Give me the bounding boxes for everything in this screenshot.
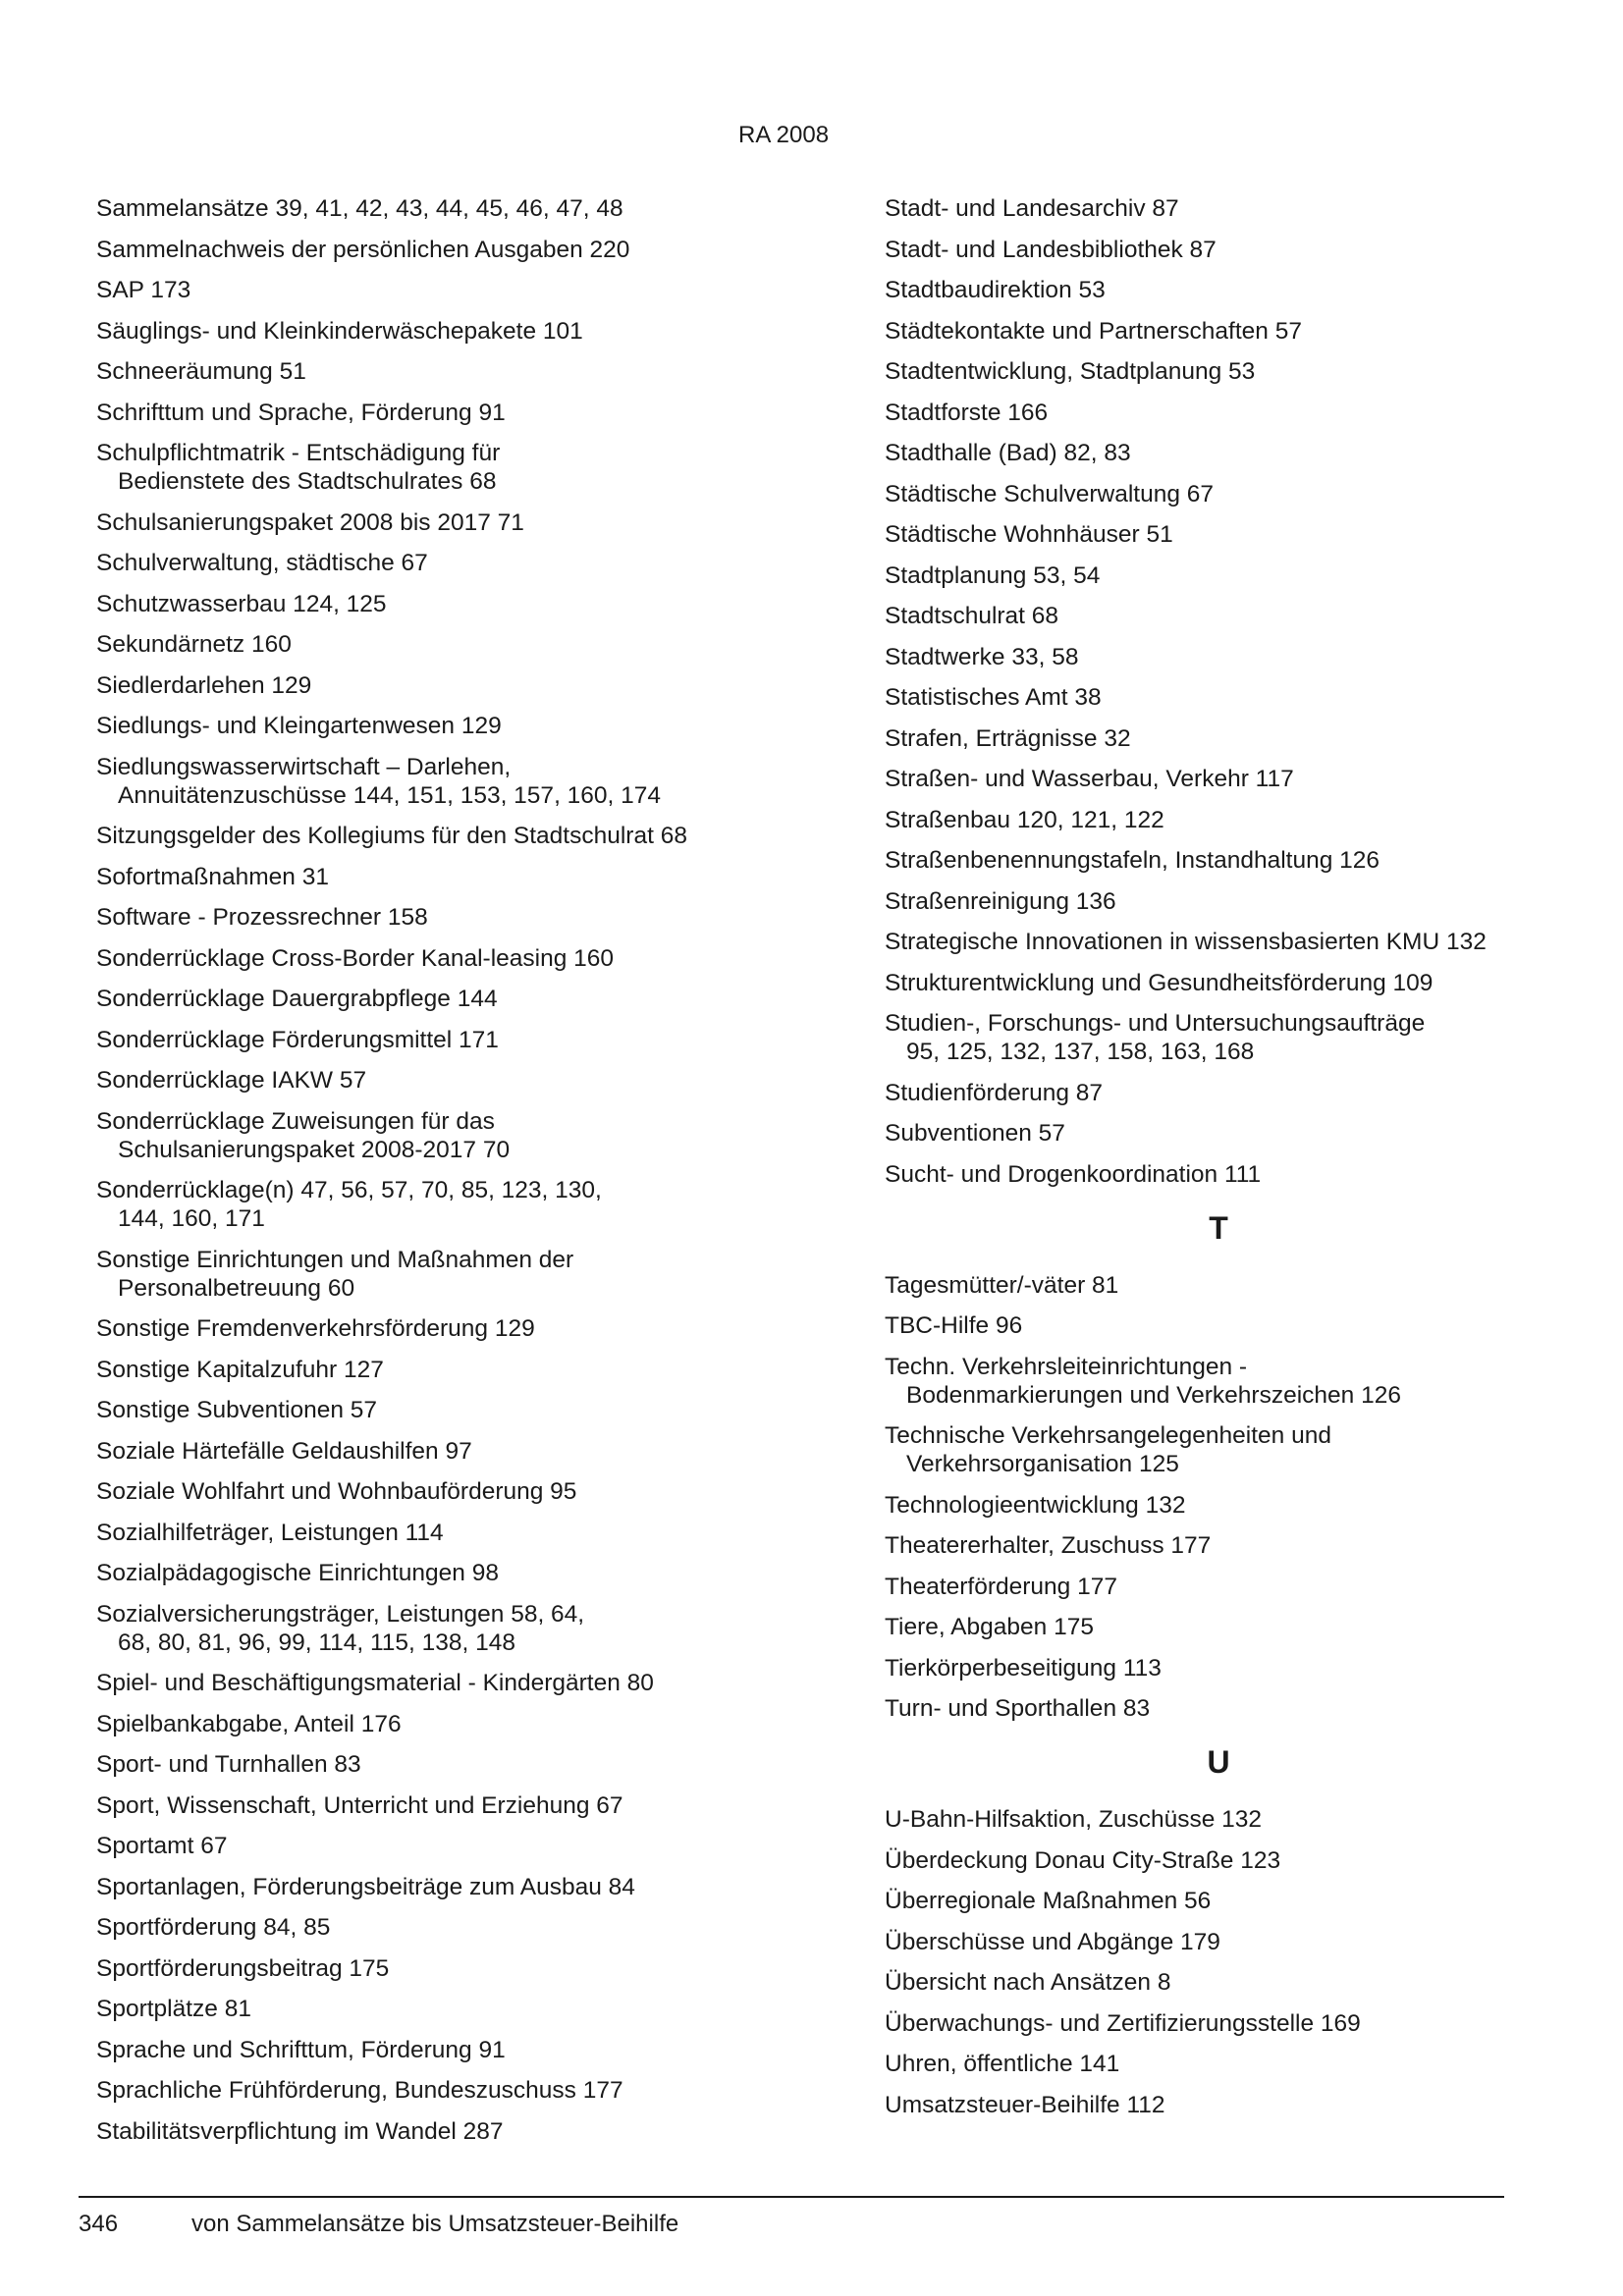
index-entry bbox=[885, 1311, 1552, 1340]
index-entry bbox=[885, 1887, 1552, 1915]
index-entry bbox=[96, 276, 823, 304]
index-entry bbox=[885, 2050, 1552, 2078]
index-entry bbox=[96, 590, 823, 618]
index-entry bbox=[96, 1750, 823, 1779]
index-entry bbox=[96, 1314, 823, 1343]
index-entry-text: Schulverwaltung, städtische 67 bbox=[96, 550, 428, 576]
index-entry-text: Spielbankabgabe, Anteil 176 bbox=[96, 1710, 402, 1737]
index-entry-text: Sport, Wissenschaft, Unterricht und Erziehung 67 bbox=[96, 1791, 623, 1819]
index-column-left bbox=[96, 194, 823, 2158]
index-entry-text: Siedlungs- und Kleingartenwesen 129 bbox=[96, 713, 502, 739]
index-entry bbox=[96, 1519, 823, 1547]
index-entry bbox=[96, 1873, 823, 1901]
index-entry-text: Umsatzsteuer-Beihilfe 112 bbox=[885, 2091, 1165, 2118]
index-entry-text: Theaterförderung 177 bbox=[885, 1573, 1117, 1600]
index-entry-text: Stadt- und Landesarchiv 87 bbox=[885, 195, 1179, 222]
index-entry bbox=[885, 2091, 1552, 2119]
index-entry bbox=[885, 1654, 1552, 1682]
index-entry-text: Sportplätze 81 bbox=[96, 1996, 251, 2022]
index-entry-text: Sportförderungsbeitrag 175 bbox=[96, 1954, 390, 1982]
index-entry-text: Sprachliche Frühförderung, Bundeszuschuss 177 bbox=[96, 2077, 623, 2104]
index-entry-text: Sammelnachweis der persönlichen Ausgaben 220 bbox=[96, 236, 630, 263]
index-entry bbox=[885, 724, 1552, 753]
index-entry bbox=[96, 1791, 823, 1820]
index-entry bbox=[885, 1353, 1552, 1410]
index-entry-text: Sonderrücklage(n) 47, 56, 57, 70, 85, 123, 130, bbox=[96, 1177, 602, 1203]
index-entry bbox=[885, 1531, 1552, 1560]
index-entry bbox=[885, 1694, 1552, 1723]
index-entry-text: Sozialversicherungsträger, Leistungen 58, 64, bbox=[96, 1600, 585, 1628]
index-entry bbox=[885, 643, 1552, 671]
index-entry bbox=[885, 194, 1552, 223]
index-entry-text: Sofortmaßnahmen 31 bbox=[96, 863, 329, 890]
index-entry bbox=[885, 887, 1552, 916]
index-entry-text: Stadtplanung 53, 54 bbox=[885, 561, 1101, 589]
index-entry-text: Stadthalle (Bad) 82, 83 bbox=[885, 440, 1131, 466]
index-entry-text: SAP 173 bbox=[96, 277, 191, 303]
index-entry-text: Schrifttum und Sprache, Förderung 91 bbox=[96, 399, 506, 426]
index-entry-text: Säuglings- und Kleinkinderwäschepakete 101 bbox=[96, 317, 583, 345]
index-entry-continuation: Bodenmarkierungen und Verkehrszeichen 126 bbox=[906, 1381, 1401, 1409]
index-entry bbox=[885, 399, 1552, 427]
index-entry-text: U-Bahn-Hilfsaktion, Zuschüsse 132 bbox=[885, 1806, 1263, 1833]
index-entry-text: Stadtschulrat 68 bbox=[885, 603, 1059, 629]
index-entry bbox=[96, 236, 823, 264]
index-entry bbox=[885, 969, 1552, 997]
index-entry-text: Siedlungswasserwirtschaft – Darlehen, bbox=[96, 753, 512, 780]
running-head: RA 2008 bbox=[738, 122, 830, 148]
index-entry bbox=[885, 846, 1552, 875]
index-entry bbox=[96, 1107, 823, 1164]
index-entry bbox=[96, 944, 823, 973]
index-entry-text: Stadt- und Landesbibliothek 87 bbox=[885, 236, 1217, 263]
index-column-right bbox=[885, 194, 1552, 2131]
index-entry-text: Straßenbenennungstafeln, Instandhaltung 126 bbox=[885, 847, 1380, 874]
index-entry-text: Sonstige Einrichtungen und Maßnahmen der bbox=[96, 1246, 574, 1273]
index-entry bbox=[96, 194, 823, 223]
index-entry bbox=[96, 1669, 823, 1697]
index-entry-text: Überdeckung Donau City-Straße 123 bbox=[885, 1846, 1281, 1874]
index-entry bbox=[96, 822, 823, 850]
index-entry-continuation: Personalbetreuung 60 bbox=[118, 1274, 355, 1302]
index-entry-text: Sonderrücklage Förderungsmittel 171 bbox=[96, 1026, 499, 1053]
index-entry bbox=[96, 753, 823, 810]
index-entry-text: Strukturentwicklung und Gesundheitsförderung 109 bbox=[885, 969, 1434, 996]
index-entry bbox=[96, 2076, 823, 2105]
index-entry-text: Sonstige Kapitalzufuhr 127 bbox=[96, 1356, 384, 1383]
index-entry bbox=[96, 2036, 823, 2064]
index-entry bbox=[96, 549, 823, 577]
index-entry-text: Sprache und Schrifttum, Förderung 91 bbox=[96, 2036, 506, 2063]
index-entry-text: Straßen- und Wasserbau, Verkehr 117 bbox=[885, 766, 1294, 792]
index-entry bbox=[885, 2009, 1552, 2038]
index-entry-text: Sammelansätze 39, 41, 42, 43, 44, 45, 46, 47, 48 bbox=[96, 195, 623, 222]
index-entry bbox=[885, 236, 1552, 264]
index-entry bbox=[885, 683, 1552, 712]
letter-heading: T bbox=[1209, 1209, 1228, 1246]
index-entry-continuation: Schulsanierungspaket 2008-2017 70 bbox=[118, 1136, 511, 1163]
index-entry-text: Soziale Wohlfahrt und Wohnbauförderung 95 bbox=[96, 1478, 577, 1505]
index-entry-text: Schneeräumung 51 bbox=[96, 358, 306, 385]
footer-rule bbox=[79, 2196, 1504, 2198]
index-entry-text: Subventionen 57 bbox=[885, 1120, 1065, 1147]
index-entry-text: Stadtbaudirektion 53 bbox=[885, 277, 1106, 303]
index-entry bbox=[885, 602, 1552, 630]
index-entry-text: TBC-Hilfe 96 bbox=[885, 1312, 1023, 1339]
index-entry-text: Sonstige Subventionen 57 bbox=[96, 1397, 378, 1423]
index-entry-text: Städtische Wohnhäuser 51 bbox=[885, 521, 1173, 548]
index-entry bbox=[96, 439, 823, 496]
index-entry-continuation: 144, 160, 171 bbox=[118, 1205, 265, 1232]
index-entry-text: Überwachungs- und Zertifizierungsstelle 169 bbox=[885, 2009, 1361, 2037]
index-entry-text: Schutzwasserbau 124, 125 bbox=[96, 590, 387, 617]
index-entry-text: Theatererhalter, Zuschuss 177 bbox=[885, 1532, 1212, 1559]
index-entry-text: Studien-, Forschungs- und Untersuchungsaufträge bbox=[885, 1010, 1426, 1037]
index-entry bbox=[885, 1119, 1552, 1148]
index-entry bbox=[96, 1600, 823, 1657]
index-entry-text: Sport- und Turnhallen 83 bbox=[96, 1751, 361, 1778]
index-entry bbox=[96, 1396, 823, 1424]
index-entry-text: Stabilitätsverpflichtung im Wandel 287 bbox=[96, 2117, 504, 2145]
index-entry-continuation: 68, 80, 81, 96, 99, 114, 115, 138, 148 bbox=[118, 1629, 516, 1656]
index-entry-text: Tagesmütter/-väter 81 bbox=[885, 1271, 1119, 1299]
index-entry-text: Sonderrücklage Zuweisungen für das bbox=[96, 1107, 495, 1135]
index-entry-text: Siedlerdarlehen 129 bbox=[96, 671, 312, 699]
index-entry bbox=[96, 1066, 823, 1095]
index-entry bbox=[96, 508, 823, 537]
index-entry-text: Überregionale Maßnahmen 56 bbox=[885, 1888, 1212, 1914]
index-entry bbox=[96, 1995, 823, 2023]
index-entry-text: Techn. Verkehrsleiteinrichtungen - bbox=[885, 1353, 1248, 1380]
index-entry bbox=[96, 399, 823, 427]
index-entry bbox=[96, 630, 823, 659]
index-entry bbox=[885, 317, 1552, 346]
index-entry bbox=[885, 1491, 1552, 1520]
index-entry bbox=[885, 1009, 1552, 1066]
index-entry-text: Turn- und Sporthallen 83 bbox=[885, 1695, 1151, 1722]
index-entry bbox=[885, 1079, 1552, 1107]
index-entry-text: Tiere, Abgaben 175 bbox=[885, 1614, 1094, 1640]
index-entry bbox=[96, 357, 823, 386]
index-entry bbox=[96, 1710, 823, 1738]
index-entry bbox=[885, 1613, 1552, 1641]
index-entry-text: Sitzungsgelder des Kollegiums für den Stadtschulrat 68 bbox=[96, 823, 687, 849]
index-entry bbox=[96, 1176, 823, 1233]
index-entry bbox=[885, 928, 1552, 956]
index-entry-text: Technologieentwicklung 132 bbox=[885, 1491, 1186, 1519]
index-entry-continuation: Verkehrsorganisation 125 bbox=[906, 1451, 1179, 1477]
index-entry bbox=[96, 1913, 823, 1942]
index-entry-text: Uhren, öffentliche 141 bbox=[885, 2051, 1120, 2077]
index-entry-text: Sportanlagen, Förderungsbeiträge zum Ausbau 84 bbox=[96, 1873, 635, 1900]
index-entry-text: Sonderrücklage Cross-Border Kanal-leasing 160 bbox=[96, 944, 615, 972]
index-entry-text: Sekundärnetz 160 bbox=[96, 631, 292, 658]
index-entry bbox=[885, 765, 1552, 793]
index-entry bbox=[885, 480, 1552, 508]
index-entry-text: Sucht- und Drogenkoordination 111 bbox=[885, 1160, 1262, 1188]
index-entry-text: Schulsanierungspaket 2008 bis 2017 71 bbox=[96, 508, 524, 536]
index-entry-text: Technische Verkehrsangelegenheiten und bbox=[885, 1422, 1331, 1449]
footer-range-text: von Sammelansätze bis Umsatzsteuer-Beihilfe bbox=[191, 2211, 679, 2237]
index-entry bbox=[96, 671, 823, 700]
index-entry-text: Sozialpädagogische Einrichtungen 98 bbox=[96, 1560, 499, 1586]
index-entry-text: Sozialhilfeträger, Leistungen 114 bbox=[96, 1519, 444, 1546]
index-entry-text: Spiel- und Beschäftigungsmaterial - Kindergärten 80 bbox=[96, 1670, 654, 1696]
index-entry bbox=[96, 712, 823, 740]
index-entry bbox=[885, 1160, 1552, 1189]
index-entry bbox=[885, 1928, 1552, 1956]
index-entry bbox=[885, 520, 1552, 549]
index-entry bbox=[885, 561, 1552, 590]
index-entry-text: Stadtentwicklung, Stadtplanung 53 bbox=[885, 358, 1256, 385]
index-entry-text: Schulpflichtmatrik - Entschädigung für bbox=[96, 440, 501, 466]
index-entry bbox=[885, 1805, 1552, 1834]
index-entry-text: Straßenreinigung 136 bbox=[885, 887, 1116, 915]
index-entry-text: Sonstige Fremdenverkehrsförderung 129 bbox=[96, 1315, 535, 1342]
index-entry-text: Städtekontakte und Partnerschaften 57 bbox=[885, 317, 1302, 345]
index-entry bbox=[885, 1573, 1552, 1601]
index-entry-text: Sportamt 67 bbox=[96, 1833, 228, 1859]
index-entry-text: Stadtforste 166 bbox=[885, 399, 1049, 426]
index-entry bbox=[885, 357, 1552, 386]
index-entry bbox=[96, 863, 823, 891]
index-entry-text: Statistisches Amt 38 bbox=[885, 684, 1102, 711]
index-entry bbox=[96, 1356, 823, 1384]
index-entry-text: Soziale Härtefälle Geldaushilfen 97 bbox=[96, 1437, 472, 1465]
index-entry-continuation: 95, 125, 132, 137, 158, 163, 168 bbox=[906, 1039, 1255, 1065]
index-entry bbox=[96, 985, 823, 1013]
index-entry bbox=[96, 1559, 823, 1587]
index-entry-text: Software - Prozessrechner 158 bbox=[96, 904, 428, 931]
index-entry bbox=[96, 1477, 823, 1506]
index-entry bbox=[885, 276, 1552, 304]
index-entry bbox=[96, 1026, 823, 1054]
index-entry bbox=[96, 1246, 823, 1303]
index-entry-text: Studienförderung 87 bbox=[885, 1079, 1104, 1106]
letter-heading: U bbox=[1207, 1744, 1230, 1780]
index-entry bbox=[96, 903, 823, 932]
index-entry bbox=[885, 1421, 1552, 1478]
index-entry-text: Straßenbau 120, 121, 122 bbox=[885, 806, 1164, 833]
index-entry-text: Sonderrücklage Dauergrabpflege 144 bbox=[96, 986, 498, 1012]
index-entry-text: Städtische Schulverwaltung 67 bbox=[885, 480, 1215, 507]
index-entry bbox=[96, 1832, 823, 1860]
index-entry-text: Tierkörperbeseitigung 113 bbox=[885, 1654, 1162, 1682]
index-entry-text: Sportförderung 84, 85 bbox=[96, 1914, 331, 1941]
index-entry-text: Sonderrücklage IAKW 57 bbox=[96, 1067, 367, 1094]
index-entry-continuation: Annuitätenzuschüsse 144, 151, 153, 157, 160, 174 bbox=[118, 781, 662, 809]
index-entry bbox=[96, 1954, 823, 1983]
index-entry bbox=[96, 2117, 823, 2146]
index-entry-text: Strategische Innovationen in wissensbasierten KMU 132 bbox=[885, 929, 1487, 955]
index-entry bbox=[96, 1437, 823, 1466]
index-entry bbox=[885, 1271, 1552, 1300]
index-entry bbox=[885, 806, 1552, 834]
index-entry-text: Überschüsse und Abgänge 179 bbox=[885, 1928, 1220, 1955]
footer-page-number: 346 bbox=[79, 2211, 119, 2237]
index-entry-continuation: Bedienstete des Stadtschulrates 68 bbox=[118, 468, 497, 495]
index-entry-text: Übersicht nach Ansätzen 8 bbox=[885, 1969, 1171, 1996]
index-entry bbox=[96, 317, 823, 346]
index-entry bbox=[885, 439, 1552, 467]
index-entry-text: Stadtwerke 33, 58 bbox=[885, 643, 1079, 670]
index-entry bbox=[885, 1846, 1552, 1875]
index-entry-text: Strafen, Erträgnisse 32 bbox=[885, 724, 1131, 752]
index-entry bbox=[885, 1968, 1552, 1997]
